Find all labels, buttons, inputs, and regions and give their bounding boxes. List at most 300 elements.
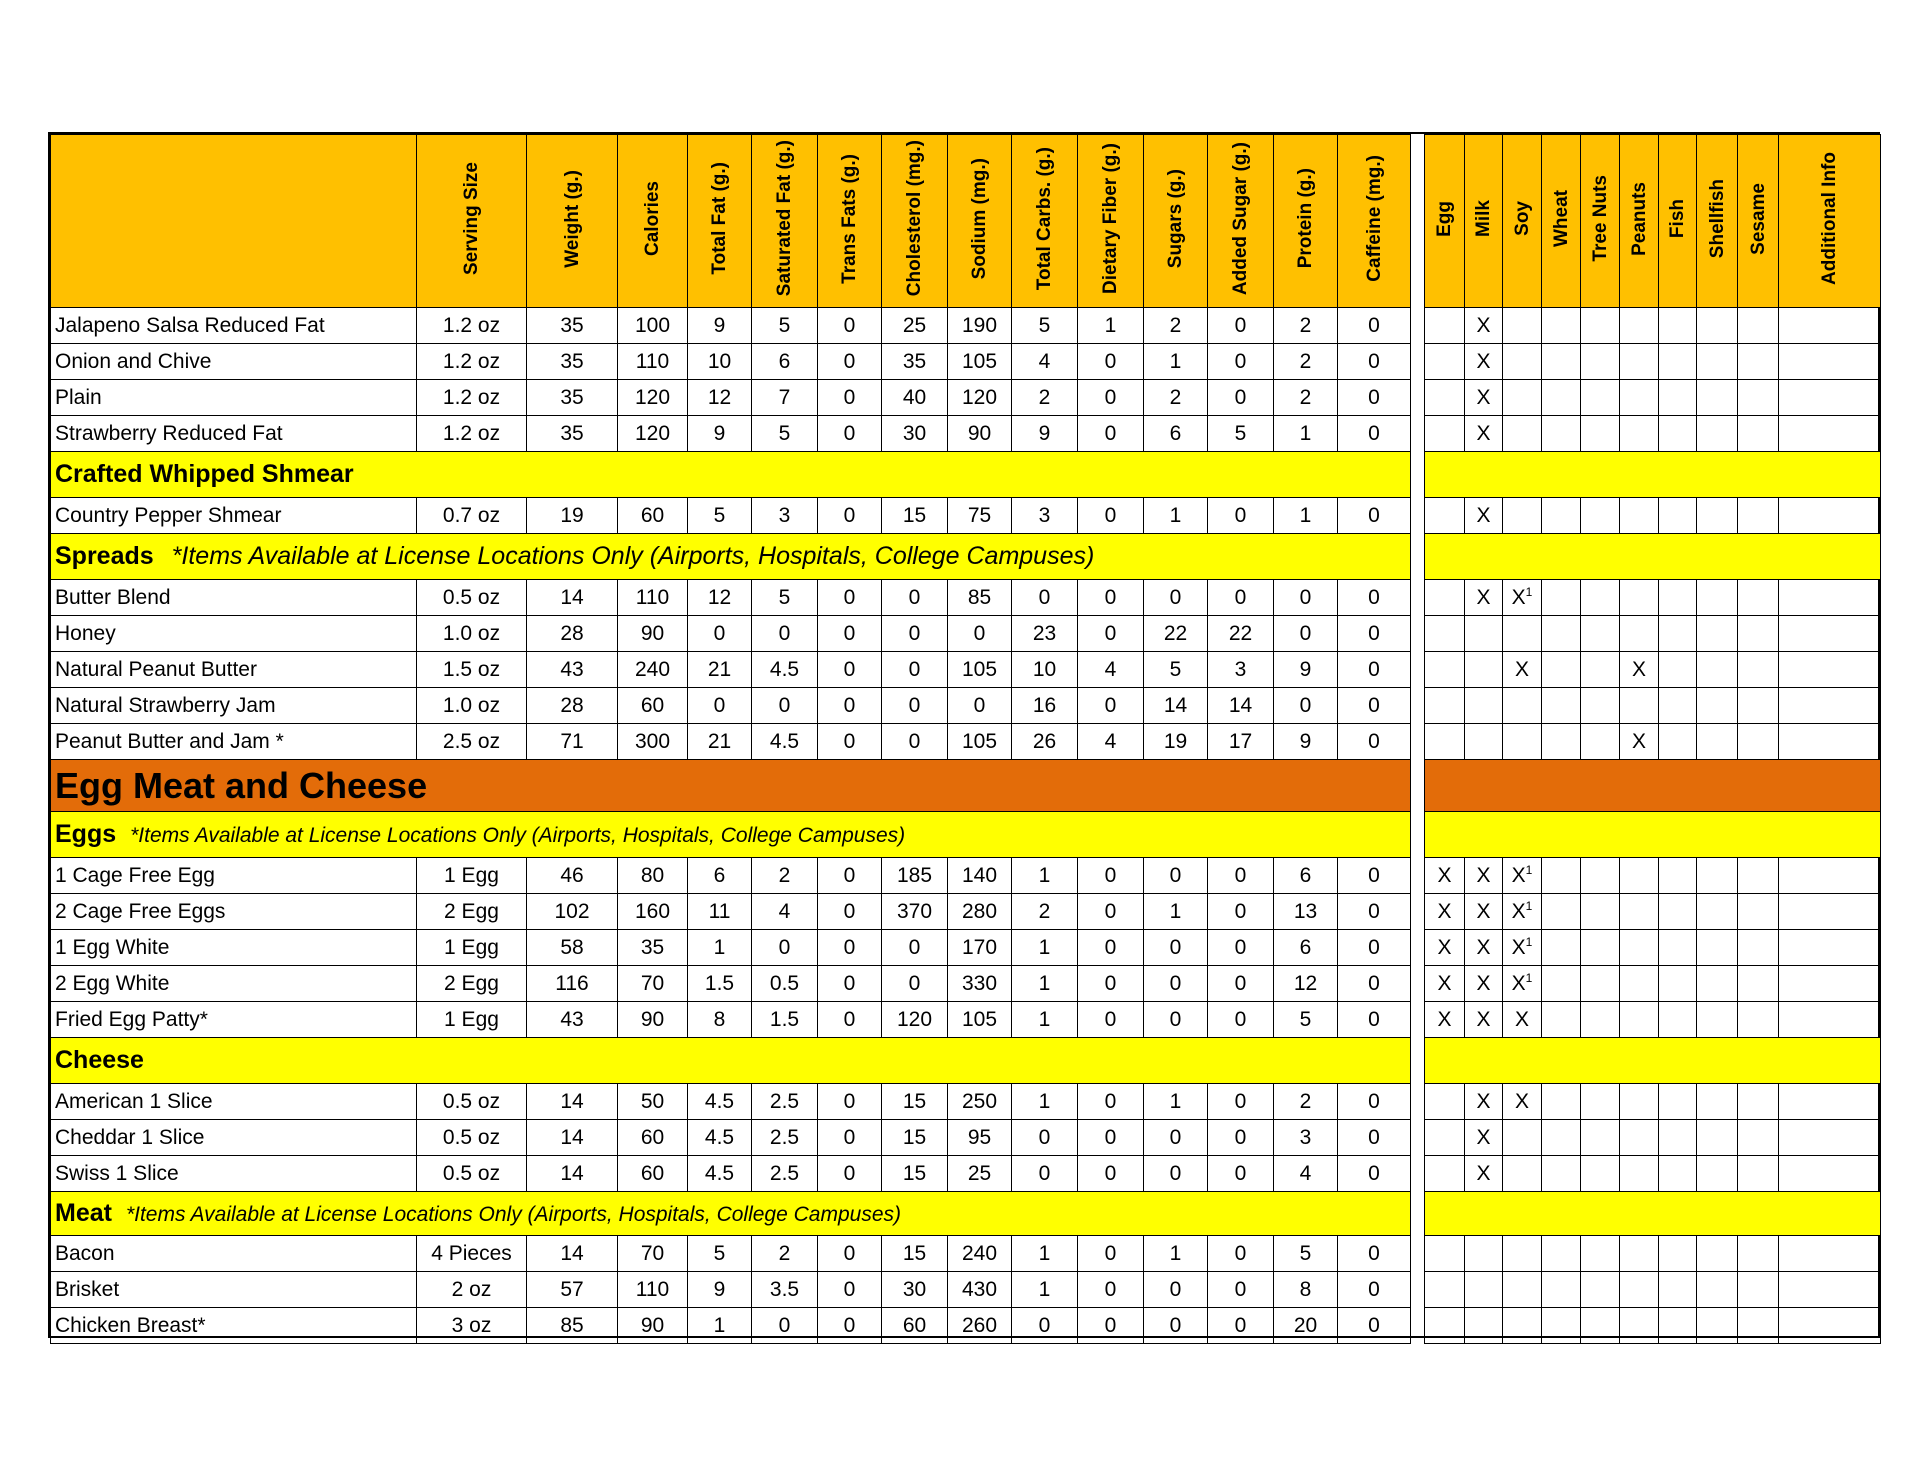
section-row-allergen (1425, 1192, 1881, 1236)
allergen-cell-fish (1659, 344, 1697, 380)
allergen-cell-wheat (1542, 1272, 1581, 1308)
cell-added-sugar-g: 14 (1208, 688, 1274, 724)
cell-sodium-mg: 280 (948, 894, 1012, 930)
cell-total-fat-g: 1 (688, 930, 752, 966)
header-label-dietary-fiber-g: Dietary Fiber (g.) (1100, 143, 1121, 294)
cell-total-fat-g: 12 (688, 580, 752, 616)
cell-saturated-fat-g: 3 (752, 498, 818, 534)
cell-sodium-mg: 105 (948, 344, 1012, 380)
item-name: Honey (51, 616, 417, 652)
allergen-cell-tree-nuts (1581, 930, 1620, 966)
cell-total-carbs-g: 10 (1012, 652, 1078, 688)
cell-calories: 60 (618, 1120, 688, 1156)
allergen-cell-additional-info (1779, 688, 1881, 724)
allergen-cell-milk (1465, 1120, 1503, 1156)
item-name: Swiss 1 Slice (51, 1156, 417, 1192)
cell-cholesterol-mg: 35 (882, 344, 948, 380)
allergen-row (1425, 1156, 1881, 1192)
allergen-cell-wheat (1542, 416, 1581, 452)
cell-calories: 90 (618, 616, 688, 652)
cell-serving-size: 1.5 oz (417, 652, 527, 688)
cell-caffeine-mg: 0 (1338, 688, 1411, 724)
header-label-cholesterol-mg: Cholesterol (mg.) (904, 140, 925, 297)
section-fill (1425, 812, 1881, 858)
nutrition-table (50, 134, 1411, 1344)
header-dietary-fiber-g (1078, 135, 1144, 308)
cell-protein-g: 0 (1274, 616, 1338, 652)
cell-total-carbs-g: 1 (1012, 1002, 1078, 1038)
cell-total-carbs-g: 0 (1012, 580, 1078, 616)
allergen-cell-egg (1425, 1308, 1465, 1344)
item-name: Strawberry Reduced Fat (51, 416, 417, 452)
allergen-cell-sesame (1738, 966, 1779, 1002)
cell-calories: 80 (618, 858, 688, 894)
cell-total-fat-g: 12 (688, 380, 752, 416)
cell-caffeine-mg: 0 (1338, 1236, 1411, 1272)
table-row (51, 652, 1411, 688)
allergen-cell-soy (1503, 1084, 1542, 1120)
allergen-cell-peanuts (1620, 580, 1659, 616)
allergen-mark: X (1511, 972, 1526, 995)
cell-added-sugar-g: 0 (1208, 858, 1274, 894)
allergen-header-peanuts (1620, 135, 1659, 308)
allergen-row (1425, 1272, 1881, 1308)
cell-serving-size: 0.5 oz (417, 580, 527, 616)
allergen-mark: X (1514, 1007, 1529, 1031)
cell-total-carbs-g: 1 (1012, 1084, 1078, 1120)
allergen-mark: X (1514, 657, 1529, 681)
cell-trans-fats-g: 0 (818, 1120, 882, 1156)
cell-saturated-fat-g: 0 (752, 1308, 818, 1344)
cell-weight-g: 116 (527, 966, 618, 1002)
cell-added-sugar-g: 0 (1208, 966, 1274, 1002)
cell-dietary-fiber-g: 0 (1078, 966, 1144, 1002)
allergen-header-fish (1659, 135, 1697, 308)
allergen-mark: X (1514, 1089, 1529, 1113)
cell-calories: 120 (618, 416, 688, 452)
cell-calories: 110 (618, 1272, 688, 1308)
header-cholesterol-mg (882, 135, 948, 308)
cell-cholesterol-mg: 0 (882, 724, 948, 760)
header-label-total-carbs-g: Total Carbs. (g.) (1034, 146, 1055, 291)
category-row (51, 760, 1411, 812)
item-name: Bacon (51, 1236, 417, 1272)
cell-weight-g: 71 (527, 724, 618, 760)
cell-calories: 160 (618, 894, 688, 930)
section-title: Eggs (55, 820, 117, 848)
cell-saturated-fat-g: 4 (752, 894, 818, 930)
cell-total-carbs-g: 9 (1012, 416, 1078, 452)
cell-caffeine-mg: 0 (1338, 724, 1411, 760)
cell-caffeine-mg: 0 (1338, 1272, 1411, 1308)
cell-serving-size: 1.2 oz (417, 416, 527, 452)
table-row (51, 1002, 1411, 1038)
allergen-cell-tree-nuts (1581, 652, 1620, 688)
cell-added-sugar-g: 22 (1208, 616, 1274, 652)
allergen-cell-wheat (1542, 688, 1581, 724)
cell-trans-fats-g: 0 (818, 1156, 882, 1192)
cell-weight-g: 35 (527, 308, 618, 344)
allergen-row (1425, 1002, 1881, 1038)
cell-caffeine-mg: 0 (1338, 652, 1411, 688)
cell-serving-size: 1 Egg (417, 930, 527, 966)
allergen-cell-shellfish (1697, 688, 1738, 724)
table-row (51, 498, 1411, 534)
allergen-cell-egg (1425, 616, 1465, 652)
allergen-cell-wheat (1542, 498, 1581, 534)
cell-cholesterol-mg: 40 (882, 380, 948, 416)
cell-protein-g: 5 (1274, 1236, 1338, 1272)
cell-dietary-fiber-g: 0 (1078, 1308, 1144, 1344)
cell-caffeine-mg: 0 (1338, 498, 1411, 534)
allergen-mark: X (1476, 1007, 1491, 1031)
allergen-cell-shellfish (1697, 1272, 1738, 1308)
cell-added-sugar-g: 0 (1208, 1308, 1274, 1344)
allergen-cell-soy (1503, 380, 1542, 416)
allergen-cell-egg (1425, 652, 1465, 688)
table-row (51, 308, 1411, 344)
cell-added-sugar-g: 0 (1208, 1002, 1274, 1038)
cell-saturated-fat-g: 6 (752, 344, 818, 380)
cell-weight-g: 14 (527, 580, 618, 616)
cell-added-sugar-g: 0 (1208, 498, 1274, 534)
cell-dietary-fiber-g: 0 (1078, 1272, 1144, 1308)
cell-sodium-mg: 105 (948, 1002, 1012, 1038)
allergen-cell-tree-nuts (1581, 1002, 1620, 1038)
cell-added-sugar-g: 0 (1208, 1120, 1274, 1156)
cell-saturated-fat-g: 2.5 (752, 1084, 818, 1120)
cell-sodium-mg: 25 (948, 1156, 1012, 1192)
allergen-cell-shellfish (1697, 724, 1738, 760)
cell-weight-g: 14 (527, 1084, 618, 1120)
allergen-cell-milk (1465, 894, 1503, 930)
allergen-cell-soy (1503, 1156, 1542, 1192)
allergen-header-tree-nuts (1581, 135, 1620, 308)
header-row (51, 135, 1411, 308)
allergen-cell-shellfish (1697, 1084, 1738, 1120)
allergen-header-milk (1465, 135, 1503, 308)
allergen-cell-shellfish (1697, 1308, 1738, 1344)
cell-trans-fats-g: 0 (818, 1308, 882, 1344)
cell-sugars-g: 0 (1144, 1308, 1208, 1344)
allergen-mark: X (1511, 586, 1526, 609)
cell-dietary-fiber-g: 0 (1078, 1084, 1144, 1120)
cell-sugars-g: 5 (1144, 652, 1208, 688)
allergen-cell-additional-info (1779, 1002, 1881, 1038)
allergen-cell-wheat (1542, 344, 1581, 380)
cell-saturated-fat-g: 5 (752, 308, 818, 344)
allergen-cell-shellfish (1697, 894, 1738, 930)
allergen-cell-egg (1425, 1236, 1465, 1272)
cell-trans-fats-g: 0 (818, 1272, 882, 1308)
section-note: *Items Available at License Locations Only (Airports, Hospitals, College Campuses) (125, 1203, 901, 1226)
allergen-cell-sesame (1738, 894, 1779, 930)
allergen-cell-tree-nuts (1581, 1272, 1620, 1308)
allergen-cell-additional-info (1779, 1272, 1881, 1308)
allergen-cell-sesame (1738, 652, 1779, 688)
cell-saturated-fat-g: 3.5 (752, 1272, 818, 1308)
cell-serving-size: 3 oz (417, 1308, 527, 1344)
allergen-row (1425, 308, 1881, 344)
cell-total-fat-g: 5 (688, 1236, 752, 1272)
header-total-fat-g (688, 135, 752, 308)
cell-weight-g: 58 (527, 930, 618, 966)
allergen-cell-fish (1659, 616, 1697, 652)
cell-protein-g: 0 (1274, 580, 1338, 616)
section-header (51, 534, 1411, 580)
allergen-cell-sesame (1738, 1236, 1779, 1272)
allergen-row (1425, 966, 1881, 1002)
allergen-cell-soy (1503, 652, 1542, 688)
table-row (51, 1236, 1411, 1272)
table-row (51, 1084, 1411, 1120)
allergen-row (1425, 580, 1881, 616)
allergen-mark: X (1631, 657, 1646, 681)
allergen-cell-peanuts (1620, 930, 1659, 966)
table-row (51, 580, 1411, 616)
cell-protein-g: 20 (1274, 1308, 1338, 1344)
cell-total-carbs-g: 1 (1012, 1272, 1078, 1308)
section-title: Cheese (55, 1046, 144, 1074)
allergen-cell-peanuts (1620, 724, 1659, 760)
cell-cholesterol-mg: 25 (882, 308, 948, 344)
allergen-cell-peanuts (1620, 1002, 1659, 1038)
allergen-mark: X (1476, 971, 1491, 995)
allergen-cell-egg (1425, 894, 1465, 930)
allergen-cell-soy (1503, 344, 1542, 380)
cell-trans-fats-g: 0 (818, 1236, 882, 1272)
header-trans-fats-g (818, 135, 882, 308)
cell-added-sugar-g: 17 (1208, 724, 1274, 760)
cell-sugars-g: 1 (1144, 498, 1208, 534)
allergen-cell-fish (1659, 724, 1697, 760)
allergen-cell-wheat (1542, 1084, 1581, 1120)
cell-trans-fats-g: 0 (818, 308, 882, 344)
allergen-cell-fish (1659, 1002, 1697, 1038)
item-name: Country Pepper Shmear (51, 498, 417, 534)
allergen-cell-additional-info (1779, 894, 1881, 930)
cell-trans-fats-g: 0 (818, 894, 882, 930)
header-label-saturated-fat-g: Saturated Fat (g.) (774, 140, 795, 297)
allergen-cell-egg (1425, 1272, 1465, 1308)
allergen-cell-peanuts (1620, 894, 1659, 930)
allergen-cell-soy (1503, 308, 1542, 344)
footnote-mark: 1 (1525, 935, 1533, 949)
cell-total-carbs-g: 2 (1012, 894, 1078, 930)
header-sugars-g (1144, 135, 1208, 308)
cell-serving-size: 2 Egg (417, 894, 527, 930)
allergen-header-row (1425, 135, 1881, 308)
allergen-cell-sesame (1738, 1308, 1779, 1344)
cell-protein-g: 2 (1274, 308, 1338, 344)
allergen-cell-egg (1425, 498, 1465, 534)
cell-protein-g: 0 (1274, 688, 1338, 724)
allergen-mark: X (1476, 313, 1491, 337)
cell-trans-fats-g: 0 (818, 416, 882, 452)
allergen-row (1425, 380, 1881, 416)
header-label-caffeine-mg: Caffeine (mg.) (1363, 155, 1385, 282)
cell-weight-g: 57 (527, 1272, 618, 1308)
cell-added-sugar-g: 0 (1208, 344, 1274, 380)
cell-total-carbs-g: 2 (1012, 380, 1078, 416)
allergen-cell-fish (1659, 858, 1697, 894)
cell-dietary-fiber-g: 0 (1078, 688, 1144, 724)
category-header (51, 760, 1411, 812)
header-total-carbs-g (1012, 135, 1078, 308)
allergen-row (1425, 1308, 1881, 1344)
allergen-cell-peanuts (1620, 1308, 1659, 1344)
cell-sodium-mg: 260 (948, 1308, 1012, 1344)
cell-cholesterol-mg: 30 (882, 1272, 948, 1308)
cell-sodium-mg: 95 (948, 1120, 1012, 1156)
allergen-cell-shellfish (1697, 616, 1738, 652)
allergen-mark: X (1437, 971, 1452, 995)
allergen-cell-milk (1465, 652, 1503, 688)
table-row (51, 1156, 1411, 1192)
cell-cholesterol-mg: 30 (882, 416, 948, 452)
cell-total-fat-g: 9 (688, 416, 752, 452)
cell-total-fat-g: 10 (688, 344, 752, 380)
allergen-cell-egg (1425, 344, 1465, 380)
allergen-mark: X (1476, 503, 1491, 527)
allergen-cell-sesame (1738, 416, 1779, 452)
allergen-cell-fish (1659, 1084, 1697, 1120)
cell-total-carbs-g: 3 (1012, 498, 1078, 534)
allergen-cell-wheat (1542, 1156, 1581, 1192)
section-fill (1425, 1038, 1881, 1084)
cell-protein-g: 3 (1274, 1120, 1338, 1156)
allergen-cell-shellfish (1697, 930, 1738, 966)
allergen-table (1424, 134, 1881, 1344)
cell-sodium-mg: 85 (948, 580, 1012, 616)
item-name: Fried Egg Patty* (51, 1002, 417, 1038)
allergen-mark: X (1476, 1089, 1491, 1113)
cell-dietary-fiber-g: 0 (1078, 416, 1144, 452)
cell-serving-size: 1.2 oz (417, 344, 527, 380)
cell-caffeine-mg: 0 (1338, 858, 1411, 894)
cell-weight-g: 102 (527, 894, 618, 930)
cell-serving-size: 1.0 oz (417, 616, 527, 652)
allergen-cell-tree-nuts (1581, 894, 1620, 930)
table-row (51, 1308, 1411, 1344)
cell-cholesterol-mg: 0 (882, 616, 948, 652)
cell-trans-fats-g: 0 (818, 724, 882, 760)
cell-caffeine-mg: 0 (1338, 416, 1411, 452)
cell-caffeine-mg: 0 (1338, 1120, 1411, 1156)
allergen-cell-sesame (1738, 498, 1779, 534)
footnote-mark: 1 (1525, 863, 1533, 877)
allergen-cell-milk (1465, 930, 1503, 966)
section-fill (1425, 1192, 1881, 1236)
allergen-cell-additional-info (1779, 1308, 1881, 1344)
cell-cholesterol-mg: 15 (882, 1236, 948, 1272)
allergen-cell-milk (1465, 380, 1503, 416)
allergen-cell-wheat (1542, 1308, 1581, 1344)
cell-dietary-fiber-g: 0 (1078, 1120, 1144, 1156)
allergen-row (1425, 498, 1881, 534)
allergen-cell-additional-info (1779, 308, 1881, 344)
cell-dietary-fiber-g: 0 (1078, 344, 1144, 380)
cell-cholesterol-mg: 15 (882, 1156, 948, 1192)
cell-dietary-fiber-g: 0 (1078, 858, 1144, 894)
cell-total-carbs-g: 0 (1012, 1308, 1078, 1344)
allergen-cell-sesame (1738, 1084, 1779, 1120)
allergen-cell-shellfish (1697, 1156, 1738, 1192)
cell-serving-size: 0.7 oz (417, 498, 527, 534)
section-row-allergen (1425, 1038, 1881, 1084)
allergen-cell-sesame (1738, 616, 1779, 652)
cell-dietary-fiber-g: 0 (1078, 380, 1144, 416)
allergen-cell-peanuts (1620, 344, 1659, 380)
cell-calories: 70 (618, 1236, 688, 1272)
category-row-allergen (1425, 760, 1881, 812)
header-saturated-fat-g (752, 135, 818, 308)
allergen-cell-milk (1465, 1002, 1503, 1038)
cell-cholesterol-mg: 0 (882, 966, 948, 1002)
table-row (51, 380, 1411, 416)
cell-cholesterol-mg: 0 (882, 652, 948, 688)
cell-cholesterol-mg: 120 (882, 1002, 948, 1038)
allergen-mark: X (1476, 385, 1491, 409)
section-row (51, 1038, 1411, 1084)
header-label-added-sugar-g: Added Sugar (g.) (1230, 141, 1251, 296)
cell-cholesterol-mg: 15 (882, 498, 948, 534)
cell-dietary-fiber-g: 0 (1078, 930, 1144, 966)
cell-dietary-fiber-g: 0 (1078, 580, 1144, 616)
allergen-cell-wheat (1542, 858, 1581, 894)
cell-trans-fats-g: 0 (818, 688, 882, 724)
allergen-cell-tree-nuts (1581, 1120, 1620, 1156)
allergen-cell-wheat (1542, 308, 1581, 344)
allergen-row (1425, 858, 1881, 894)
cell-sodium-mg: 75 (948, 498, 1012, 534)
item-name: Brisket (51, 1272, 417, 1308)
cell-caffeine-mg: 0 (1338, 1002, 1411, 1038)
allergen-row (1425, 652, 1881, 688)
allergen-cell-milk (1465, 308, 1503, 344)
table-row (51, 416, 1411, 452)
allergen-cell-shellfish (1697, 652, 1738, 688)
allergen-mark: X (1437, 899, 1452, 923)
allergen-cell-tree-nuts (1581, 416, 1620, 452)
allergen-cell-tree-nuts (1581, 858, 1620, 894)
cell-calories: 120 (618, 380, 688, 416)
allergen-cell-fish (1659, 416, 1697, 452)
cell-serving-size: 1.2 oz (417, 380, 527, 416)
allergen-mark: X (1437, 935, 1452, 959)
allergen-label-milk: Milk (1473, 200, 1494, 237)
allergen-cell-milk (1465, 1084, 1503, 1120)
section-row (51, 534, 1411, 580)
cell-cholesterol-mg: 185 (882, 858, 948, 894)
allergen-cell-milk (1465, 416, 1503, 452)
allergen-cell-milk (1465, 1236, 1503, 1272)
allergen-cell-milk (1465, 580, 1503, 616)
cell-saturated-fat-g: 1.5 (752, 1002, 818, 1038)
allergen-cell-tree-nuts (1581, 498, 1620, 534)
table-row (51, 930, 1411, 966)
allergen-cell-shellfish (1697, 1120, 1738, 1156)
cell-weight-g: 14 (527, 1120, 618, 1156)
allergen-cell-shellfish (1697, 380, 1738, 416)
allergen-cell-soy (1503, 1272, 1542, 1308)
cell-dietary-fiber-g: 0 (1078, 894, 1144, 930)
allergen-cell-egg (1425, 380, 1465, 416)
cell-sugars-g: 0 (1144, 1156, 1208, 1192)
header-label-calories: Calories (642, 181, 663, 256)
allergen-cell-soy (1503, 858, 1542, 894)
allergen-cell-soy (1503, 580, 1542, 616)
